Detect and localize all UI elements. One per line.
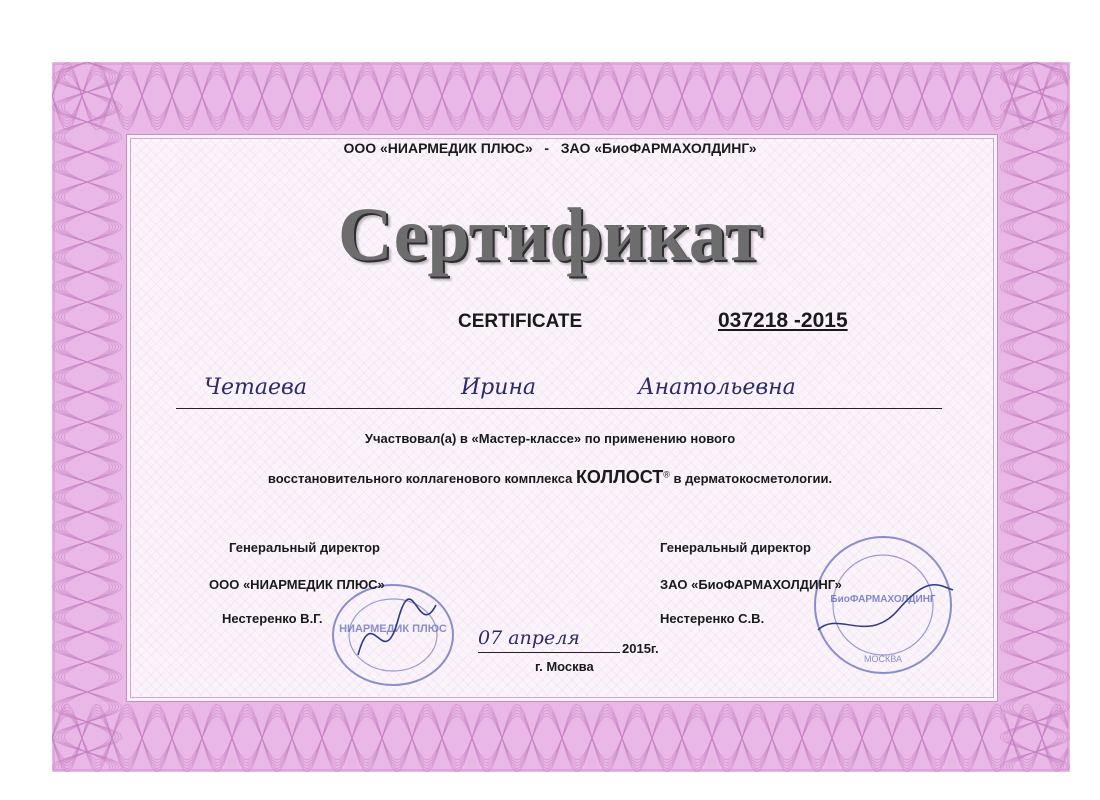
company-right: ЗАО «БиоФАРМАХОЛДИНГ»	[560, 140, 757, 156]
left-stamp-text: НИАРМЕДИК ПЛЮС	[339, 623, 447, 635]
recipient-patronymic: Анатольевна	[638, 375, 796, 400]
left-signatory-position: Генеральный директор	[229, 540, 380, 555]
body-line-1: Участвовал(а) в «Мастер-классе» по применению нового	[364, 431, 736, 446]
right-signatory-name: Нестеренко С.В.	[660, 611, 765, 626]
right-stamp-city: МОСКВА	[864, 654, 902, 664]
right-stamp-text: БиоФАРМАХОЛДИНГ	[830, 594, 936, 605]
date-year: 2015г.	[622, 641, 659, 656]
body-line-2-end: в дерматокосметологии.	[669, 471, 833, 486]
body-line-2-start: восстановительного коллагенового комплекса	[267, 471, 576, 486]
recipient-name	[176, 373, 942, 407]
border-wave	[52, 62, 1068, 130]
border-wave	[52, 704, 1068, 772]
name-underline	[176, 408, 942, 409]
left-company-stamp	[318, 580, 468, 690]
recipient-last-name: Четаева	[204, 375, 307, 400]
body-line-2	[0, 467, 1100, 488]
border-wave	[1000, 62, 1070, 770]
right-signatory-company: ЗАО «БиоФАРМАХОЛДИНГ»	[660, 577, 842, 592]
right-signatory-position: Генеральный директор	[660, 540, 811, 555]
left-signatory-company: ООО «НИАРМЕДИК ПЛЮС»	[209, 577, 385, 592]
issue-city: г. Москва	[535, 659, 594, 674]
right-company-stamp	[808, 530, 958, 680]
border-wave	[1000, 62, 1070, 770]
certificate-number: 037218 -2015	[718, 309, 848, 332]
certificate-subtitle: CERTIFICATE	[458, 311, 583, 332]
product-name: КОЛЛОСТ	[575, 467, 664, 487]
registered-mark: ®	[663, 469, 670, 480]
company-separator: -	[544, 140, 550, 156]
left-signatory-name: Нестеренко В.Г.	[222, 611, 323, 626]
border-wave	[52, 62, 122, 770]
date-underline	[478, 652, 620, 653]
issuing-companies	[0, 140, 1100, 156]
certificate-title: Сертификат	[337, 193, 763, 277]
date-handwritten: 07 апреля	[478, 627, 580, 649]
border-wave	[52, 62, 1068, 130]
company-left: ООО «НИАРМЕДИК ПЛЮС»	[343, 140, 533, 156]
border-wave	[52, 704, 1068, 772]
recipient-first-name: Ирина	[461, 375, 537, 400]
border-wave	[52, 62, 122, 770]
